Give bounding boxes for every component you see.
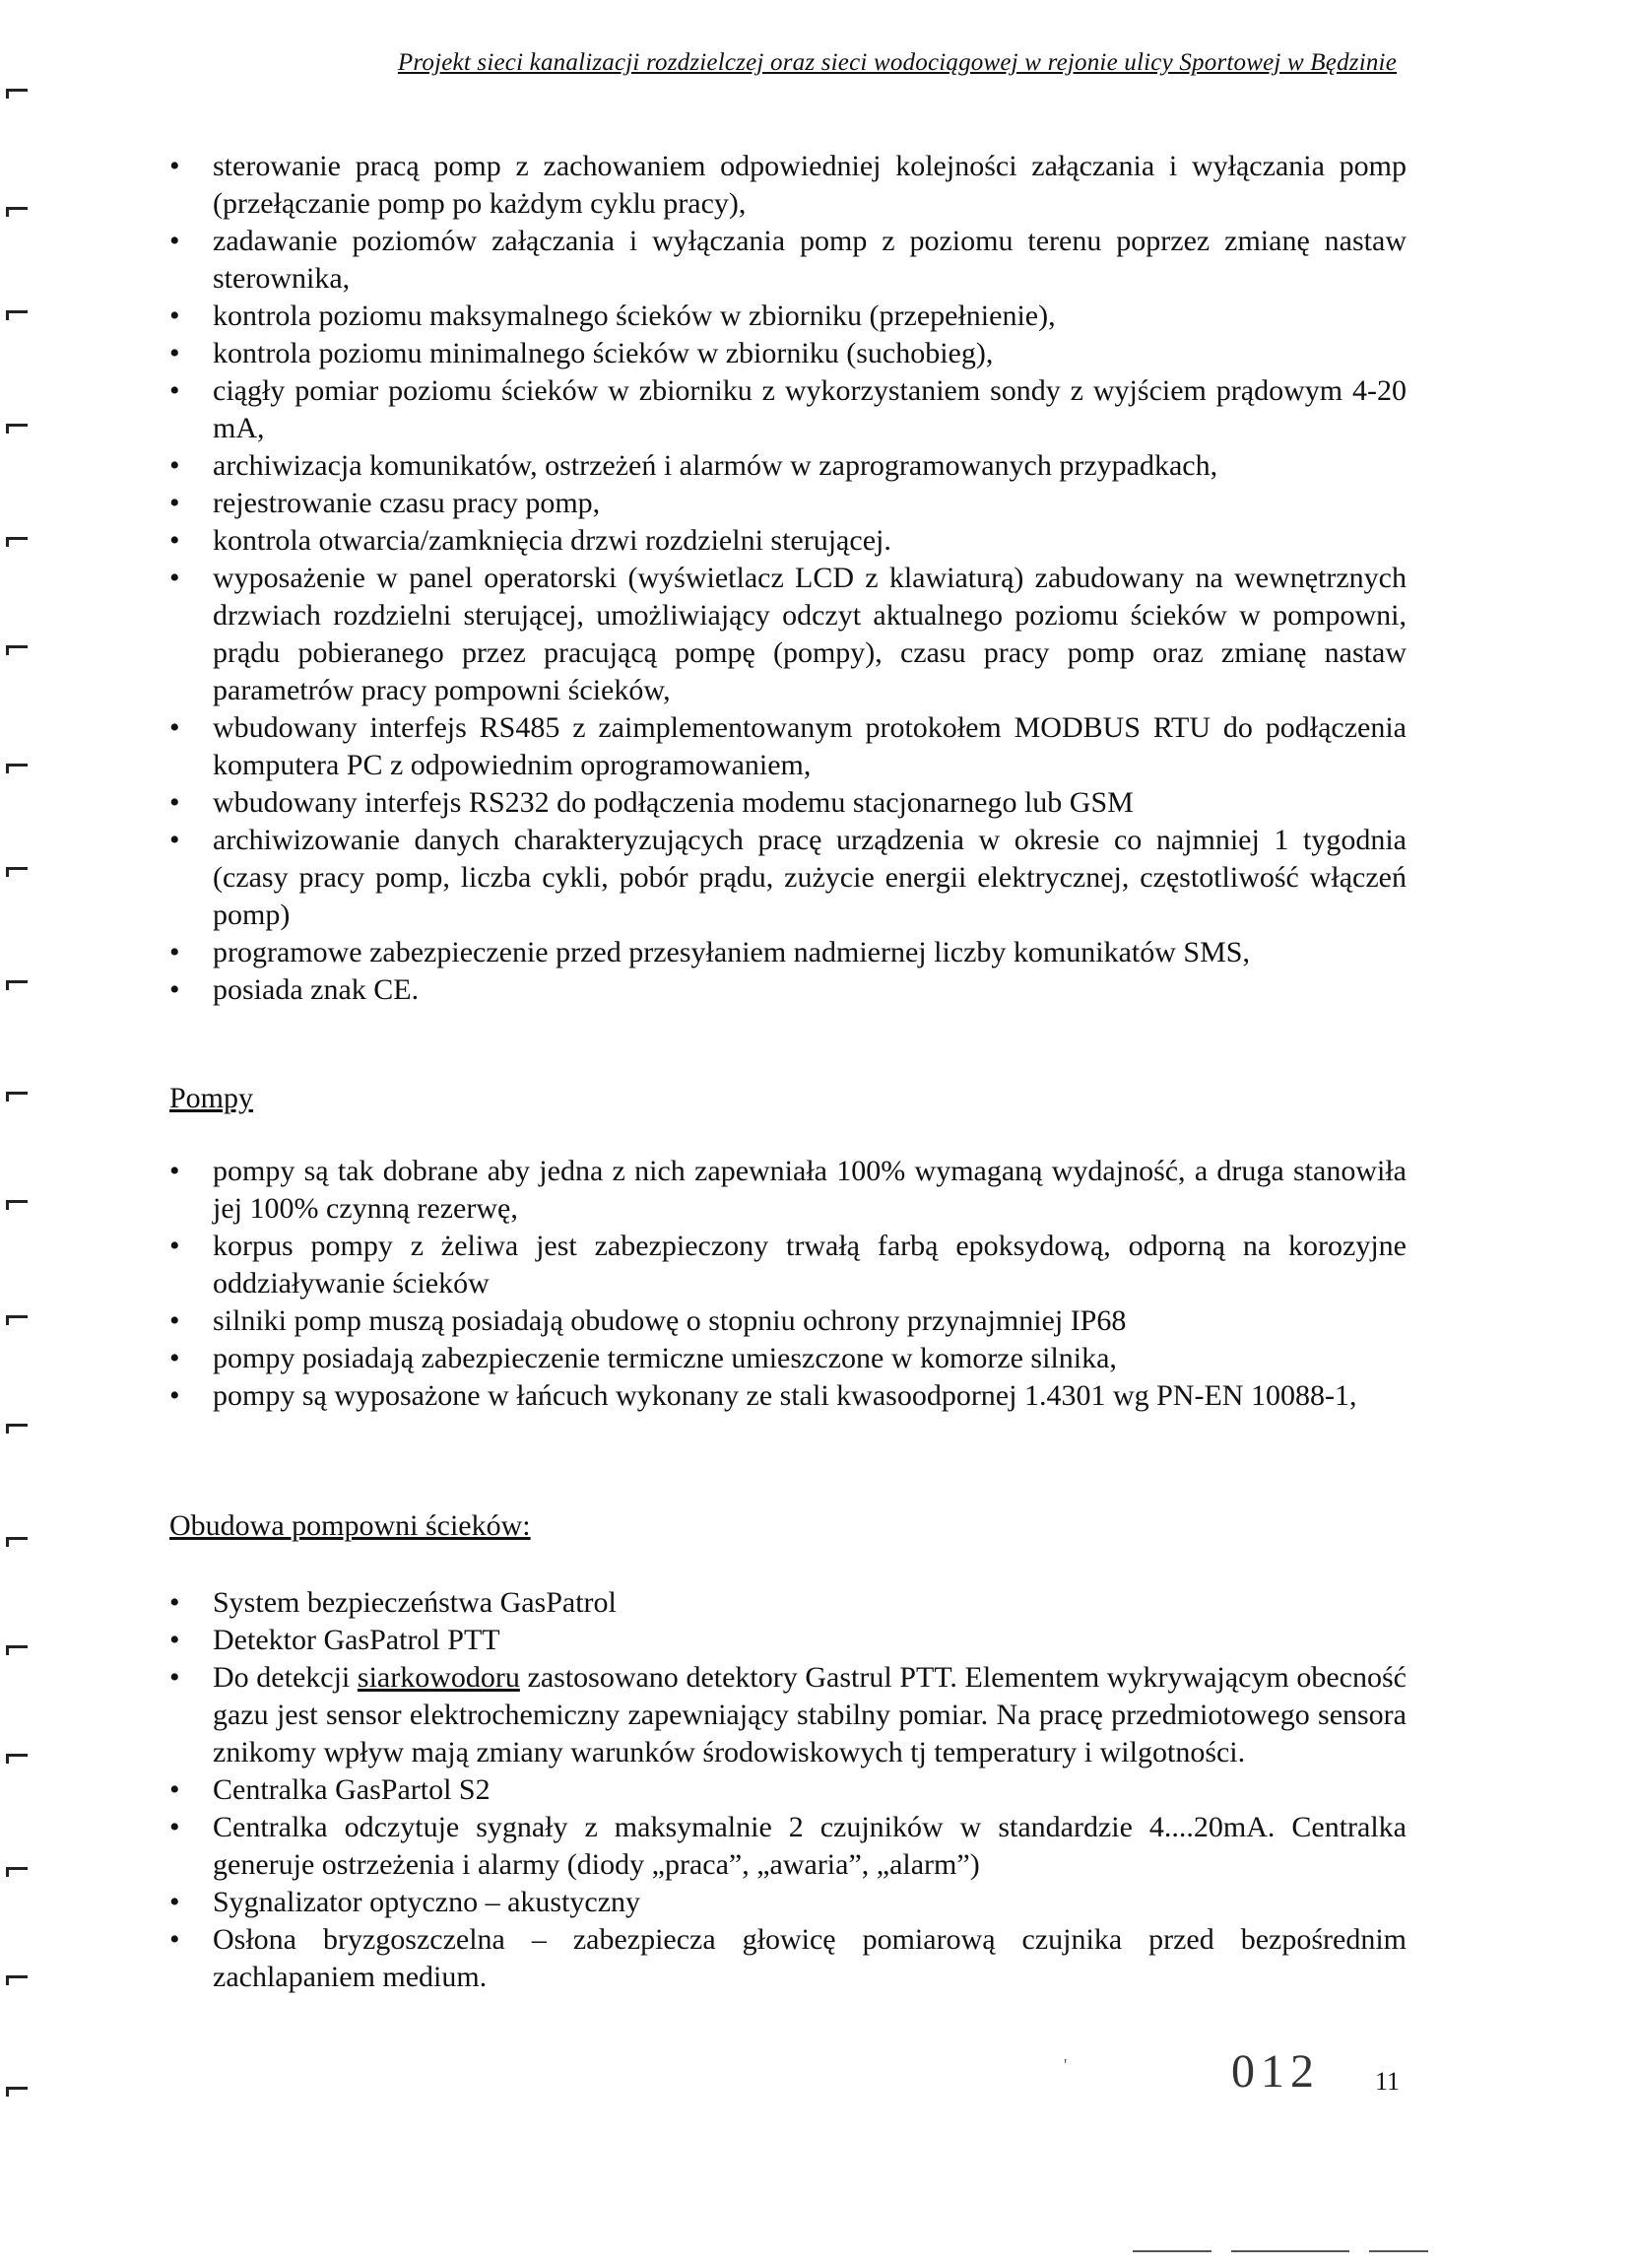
list-item: • sterowanie pracą pomp z zachowaniem odpowiedniej kolejności załączania i wyłączania pomp (przełączanie pomp po każdym cyklu pracy), <box>165 148 1407 223</box>
list-item: • programowe zabezpieczenie przed przesyłaniem nadmiernej liczby komunikatów SMS, <box>165 934 1407 971</box>
list-item: • pompy są wyposażone w łańcuch wykonany ze stali kwasoodpornej 1.4301 wg PN-EN 10088-1, <box>165 1377 1407 1415</box>
margin-mark <box>6 1975 28 1978</box>
list-item: • rejestrowanie czasu pracy pomp, <box>165 485 1407 522</box>
margin-mark <box>6 867 28 870</box>
margin-mark <box>6 2087 28 2090</box>
list-item: • kontrola poziomu maksymalnego ścieków w zbiorniku (przepełnienie), <box>165 298 1407 335</box>
list-item: • kontrola otwarcia/zamknięcia drzwi rozdzielni sterującej. <box>165 522 1407 560</box>
enclosure-list <box>165 1584 1407 1996</box>
margin-mark <box>6 1092 28 1095</box>
section-heading-pompy: Pompy <box>169 1082 254 1114</box>
enclosure-section <box>165 1584 1407 1996</box>
list-item: • Osłona bryzgoszczelna – zabezpiecza głowicę pomiarową czujnika przed bezpośrednim zachlapaniem medium. <box>165 1921 1407 1996</box>
bottom-rule <box>1369 2250 1428 2252</box>
controller-features-list <box>165 148 1407 1009</box>
bottom-rule <box>1231 2250 1349 2252</box>
list-item: • silniki pomp muszą posiadają obudowę o stopniu ochrony przynajmniej IP68 <box>165 1302 1407 1340</box>
margin-mark <box>6 89 28 92</box>
list-item <box>165 1659 1407 1771</box>
list-item: • Sygnalizator optyczno – akustyczny <box>165 1884 1407 1921</box>
margin-mark <box>6 764 28 767</box>
margin-mark <box>6 1315 28 1318</box>
list-item: • archiwizacja komunikatów, ostrzeżeń i alarmów w zaprogramowanych przypadkach, <box>165 447 1407 485</box>
list-item: • Centralka GasPartol S2 <box>165 1771 1407 1809</box>
bottom-rule <box>1133 2250 1211 2252</box>
list-item: • pompy są tak dobrane aby jedna z nich zapewniała 100% wymaganą wydajność, a druga stanowiła jej 100% czynną rezerwę, <box>165 1153 1407 1228</box>
margin-mark <box>6 207 28 210</box>
section-heading-obudowa: Obudowa pompowni ścieków: <box>169 1509 531 1542</box>
text-run: zastosowano detektory Gastrul PTT. Elementem wykrywającym obecność gazu jest sensor elektrochemiczny zapewniający stabilny pomiar. Na pracę przedmiotowego sensora znikomy wpływ mają zmiany warunków środowiskowych tj temperatury i wilgotności. <box>213 1661 1407 1768</box>
margin-mark <box>6 537 28 540</box>
margin-mark <box>6 645 28 648</box>
pumps-section <box>165 1153 1407 1415</box>
margin-mark <box>6 1867 28 1870</box>
list-item: • System bezpieczeństwa GasPatrol <box>165 1584 1407 1622</box>
margin-mark <box>6 424 28 427</box>
margin-mark <box>6 1424 28 1427</box>
margin-mark <box>6 1754 28 1757</box>
list-item: • ciągły pomiar poziomu ścieków w zbiorniku z wykorzystaniem sondy z wyjściem prądowym 4-20 mA, <box>165 372 1407 447</box>
scan-mark: ' <box>1064 2055 1068 2075</box>
list-item: • wyposażenie w panel operatorski (wyświetlacz LCD z klawiaturą) zabudowany na wewnętrznych drzwiach rozdzielni sterującej, umożliwiający odczyt aktualnego poziomu ścieków w pompowni, prądu pobieranego przez pracującą pompę (pompy), czasu pracy pomp oraz zmianę nastaw parametrów pracy pompowni ścieków, <box>165 560 1407 709</box>
list-item: • pompy posiadają zabezpieczenie termiczne umieszczone w komorze silnika, <box>165 1340 1407 1377</box>
margin-mark <box>6 1200 28 1203</box>
list-item: • wbudowany interfejs RS232 do podłączenia modemu stacjonarnego lub GSM <box>165 784 1407 822</box>
list-item: • kontrola poziomu minimalnego ścieków w zbiorniku (suchobieg), <box>165 335 1407 372</box>
controller-features-section <box>165 148 1407 1009</box>
margin-mark <box>6 310 28 313</box>
document-header: Projekt sieci kanalizacji rozdzielczej oraz sieci wodociągowej w rejonie ulicy Sportowej w Będzinie <box>397 49 1397 76</box>
list-item: • archiwizowanie danych charakteryzujących pracę urządzenia w okresie co najmniej 1 tygodnia (czasy pracy pomp, liczba cykli, pobór prądu, zużycie energii elektrycznej, częstotliwość włączeń pomp) <box>165 822 1407 934</box>
list-item: • wbudowany interfejs RS485 z zaimplementowanym protokołem MODBUS RTU do podłączenia komputera PC z odpowiednim oprogramowaniem, <box>165 709 1407 784</box>
list-item: • posiada znak CE. <box>165 971 1407 1009</box>
margin-mark <box>6 1537 28 1540</box>
list-item: • zadawanie poziomów załączania i wyłączania pomp z poziomu terenu poprzez zmianę nastaw sterownika, <box>165 223 1407 298</box>
underlined-term: siarkowodoru <box>357 1661 520 1694</box>
text-run: Do detekcji <box>213 1661 358 1694</box>
margin-mark <box>6 980 28 983</box>
list-item: • korpus pompy z żeliwa jest zabezpieczony trwałą farbą epoksydową, odporną na korozyjne oddziaływanie ścieków <box>165 1228 1407 1302</box>
list-item: • Centralka odczytuje sygnały z maksymalnie 2 czujników w standardzie 4....20mA. Centralka generuje ostrzeżenia i alarmy (diody „praca”, „awaria”, „alarm”) <box>165 1809 1407 1884</box>
pumps-list <box>165 1153 1407 1415</box>
list-item: • Detektor GasPatrol PTT <box>165 1622 1407 1659</box>
page-stamp: 012 <box>1231 2045 1320 2098</box>
page-number: 11 <box>1375 2067 1401 2096</box>
margin-mark <box>6 1645 28 1648</box>
